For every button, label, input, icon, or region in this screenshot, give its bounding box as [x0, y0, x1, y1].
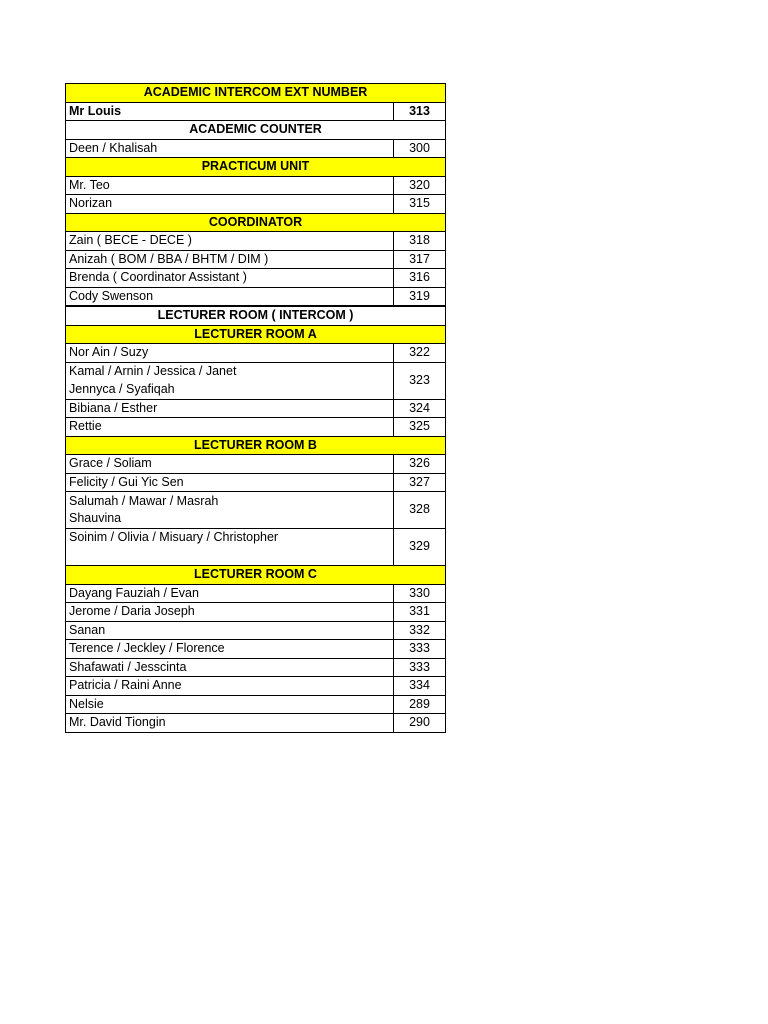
table-row: [66, 473, 446, 492]
contact-name: [66, 640, 394, 659]
contact-name: [66, 269, 394, 288]
contact-name-line: Mr Louis: [69, 103, 122, 118]
section-header-lecturer-room-a: [66, 325, 446, 344]
contact-name-line: Salumah / Mawar / Masrah: [69, 493, 219, 508]
extension-number: 331: [394, 603, 446, 622]
contact-name-line: Felicity / Gui Yic Sen: [69, 474, 184, 489]
contact-name: [66, 418, 394, 437]
table-row: [66, 176, 446, 195]
extension-number: 319: [394, 287, 446, 306]
table-row: [66, 529, 446, 566]
contact-name-line: Kamal / Arnin / Jessica / Janet: [69, 364, 237, 378]
extension-number: 324: [394, 399, 446, 418]
extension-number: 290: [394, 714, 446, 733]
table-row: [66, 399, 446, 418]
contact-name: [66, 455, 394, 474]
extension-number: 317: [394, 250, 446, 269]
contact-name-line-2: Jennyca / Syafiqah: [69, 381, 175, 396]
section-title: LECTURER ROOM C: [66, 566, 446, 585]
extension-number: 334: [394, 677, 446, 696]
table-row: [66, 102, 446, 121]
contact-name-line: Terence / Jeckley / Florence: [69, 641, 225, 655]
section-title: ACADEMIC COUNTER: [66, 121, 446, 140]
contact-name: [66, 232, 394, 251]
section-title: LECTURER ROOM ( INTERCOM ): [66, 306, 446, 325]
contact-name-line: Deen / Khalisah: [69, 140, 158, 155]
contact-name-line-2: Shauvina: [69, 511, 122, 525]
contact-name: [66, 287, 394, 306]
table-row: [66, 584, 446, 603]
section-title: LECTURER ROOM A: [66, 325, 446, 344]
extension-number: 322: [394, 344, 446, 363]
contact-name: [66, 492, 394, 529]
extension-number: 333: [394, 658, 446, 677]
extension-number: 326: [394, 455, 446, 474]
contact-name-line: Zain ( BECE - DECE ): [69, 233, 192, 247]
table-row: [66, 658, 446, 677]
section-header-lecturer-room-c: [66, 566, 446, 585]
table-row: [66, 695, 446, 714]
contact-name: [66, 250, 394, 269]
contact-name-line: Cody Swenson: [69, 288, 154, 303]
extension-number: 327: [394, 473, 446, 492]
section-header-practicum-unit: [66, 158, 446, 177]
extension-number: 329: [394, 529, 446, 566]
table-row: [66, 344, 446, 363]
extension-number: 313: [394, 102, 446, 121]
contact-name: [66, 529, 394, 566]
contact-name: [66, 714, 394, 733]
contact-name-line: Norizan: [69, 196, 113, 210]
intercom-extension-table: [65, 83, 446, 733]
contact-name-line: Jerome / Daria Joseph: [69, 604, 195, 618]
extension-number: 300: [394, 139, 446, 158]
intercom-table-body: [66, 84, 446, 733]
section-title: ACADEMIC INTERCOM EXT NUMBER: [66, 84, 446, 103]
contact-name-line: Sanan: [69, 622, 106, 637]
extension-number: 332: [394, 621, 446, 640]
section-title: LECTURER ROOM B: [66, 436, 446, 455]
table-row: [66, 621, 446, 640]
contact-name-line: Mr. Teo: [69, 177, 110, 192]
contact-name: [66, 677, 394, 696]
table-row: [66, 455, 446, 474]
contact-name-line: Soinim / Olivia / Misuary / Christopher: [69, 530, 279, 544]
table-row: [66, 195, 446, 214]
contact-name: [66, 176, 394, 195]
contact-name-line: Nor Ain / Suzy: [69, 345, 149, 359]
table-row: [66, 603, 446, 622]
contact-name: [66, 344, 394, 363]
extension-number: 325: [394, 418, 446, 437]
table-row: [66, 232, 446, 251]
contact-name-line: Shafawati / Jesscinta: [69, 659, 187, 674]
contact-name-line: Brenda ( Coordinator Assistant ): [69, 270, 247, 284]
contact-name: [66, 102, 394, 121]
extension-number: 316: [394, 269, 446, 288]
contact-name-line: Grace / Soliam: [69, 456, 152, 470]
table-row: [66, 250, 446, 269]
contact-name-line: Patricia / Raini Anne: [69, 678, 182, 692]
contact-name: [66, 195, 394, 214]
table-row: [66, 492, 446, 529]
section-header-academic-counter: [66, 121, 446, 140]
section-title: PRACTICUM UNIT: [66, 158, 446, 177]
section-header-lecturer-room-b: [66, 436, 446, 455]
extension-number: 289: [394, 695, 446, 714]
contact-name: [66, 473, 394, 492]
contact-name-line: Bibiana / Esther: [69, 400, 158, 415]
section-header-coordinator: [66, 213, 446, 232]
contact-name: [66, 621, 394, 640]
section-title: COORDINATOR: [66, 213, 446, 232]
table-row: [66, 418, 446, 437]
extension-number: 328: [394, 492, 446, 529]
contact-name: [66, 362, 394, 399]
contact-name-line: Rettie: [69, 419, 102, 433]
extension-number: 318: [394, 232, 446, 251]
table-row: [66, 139, 446, 158]
contact-name: [66, 603, 394, 622]
extension-number: 315: [394, 195, 446, 214]
section-header-lecturer-room-intercom: [66, 306, 446, 325]
contact-name: [66, 399, 394, 418]
extension-number: 333: [394, 640, 446, 659]
contact-name: [66, 139, 394, 158]
table-row: [66, 269, 446, 288]
contact-name: [66, 584, 394, 603]
contact-name: [66, 695, 394, 714]
contact-name-line: Mr. David Tiongin: [69, 715, 166, 729]
table-row: [66, 362, 446, 399]
extension-number: 323: [394, 362, 446, 399]
extension-number: 320: [394, 176, 446, 195]
contact-name: [66, 658, 394, 677]
contact-name-line: Nelsie: [69, 696, 104, 711]
table-row: [66, 714, 446, 733]
contact-name-line: Dayang Fauziah / Evan: [69, 585, 199, 600]
table-row: [66, 640, 446, 659]
section-header-academic-intercom-ext-number: [66, 84, 446, 103]
table-row: [66, 287, 446, 306]
extension-number: 330: [394, 584, 446, 603]
table-row: [66, 677, 446, 696]
contact-name-line: Anizah ( BOM / BBA / BHTM / DIM ): [69, 251, 269, 266]
